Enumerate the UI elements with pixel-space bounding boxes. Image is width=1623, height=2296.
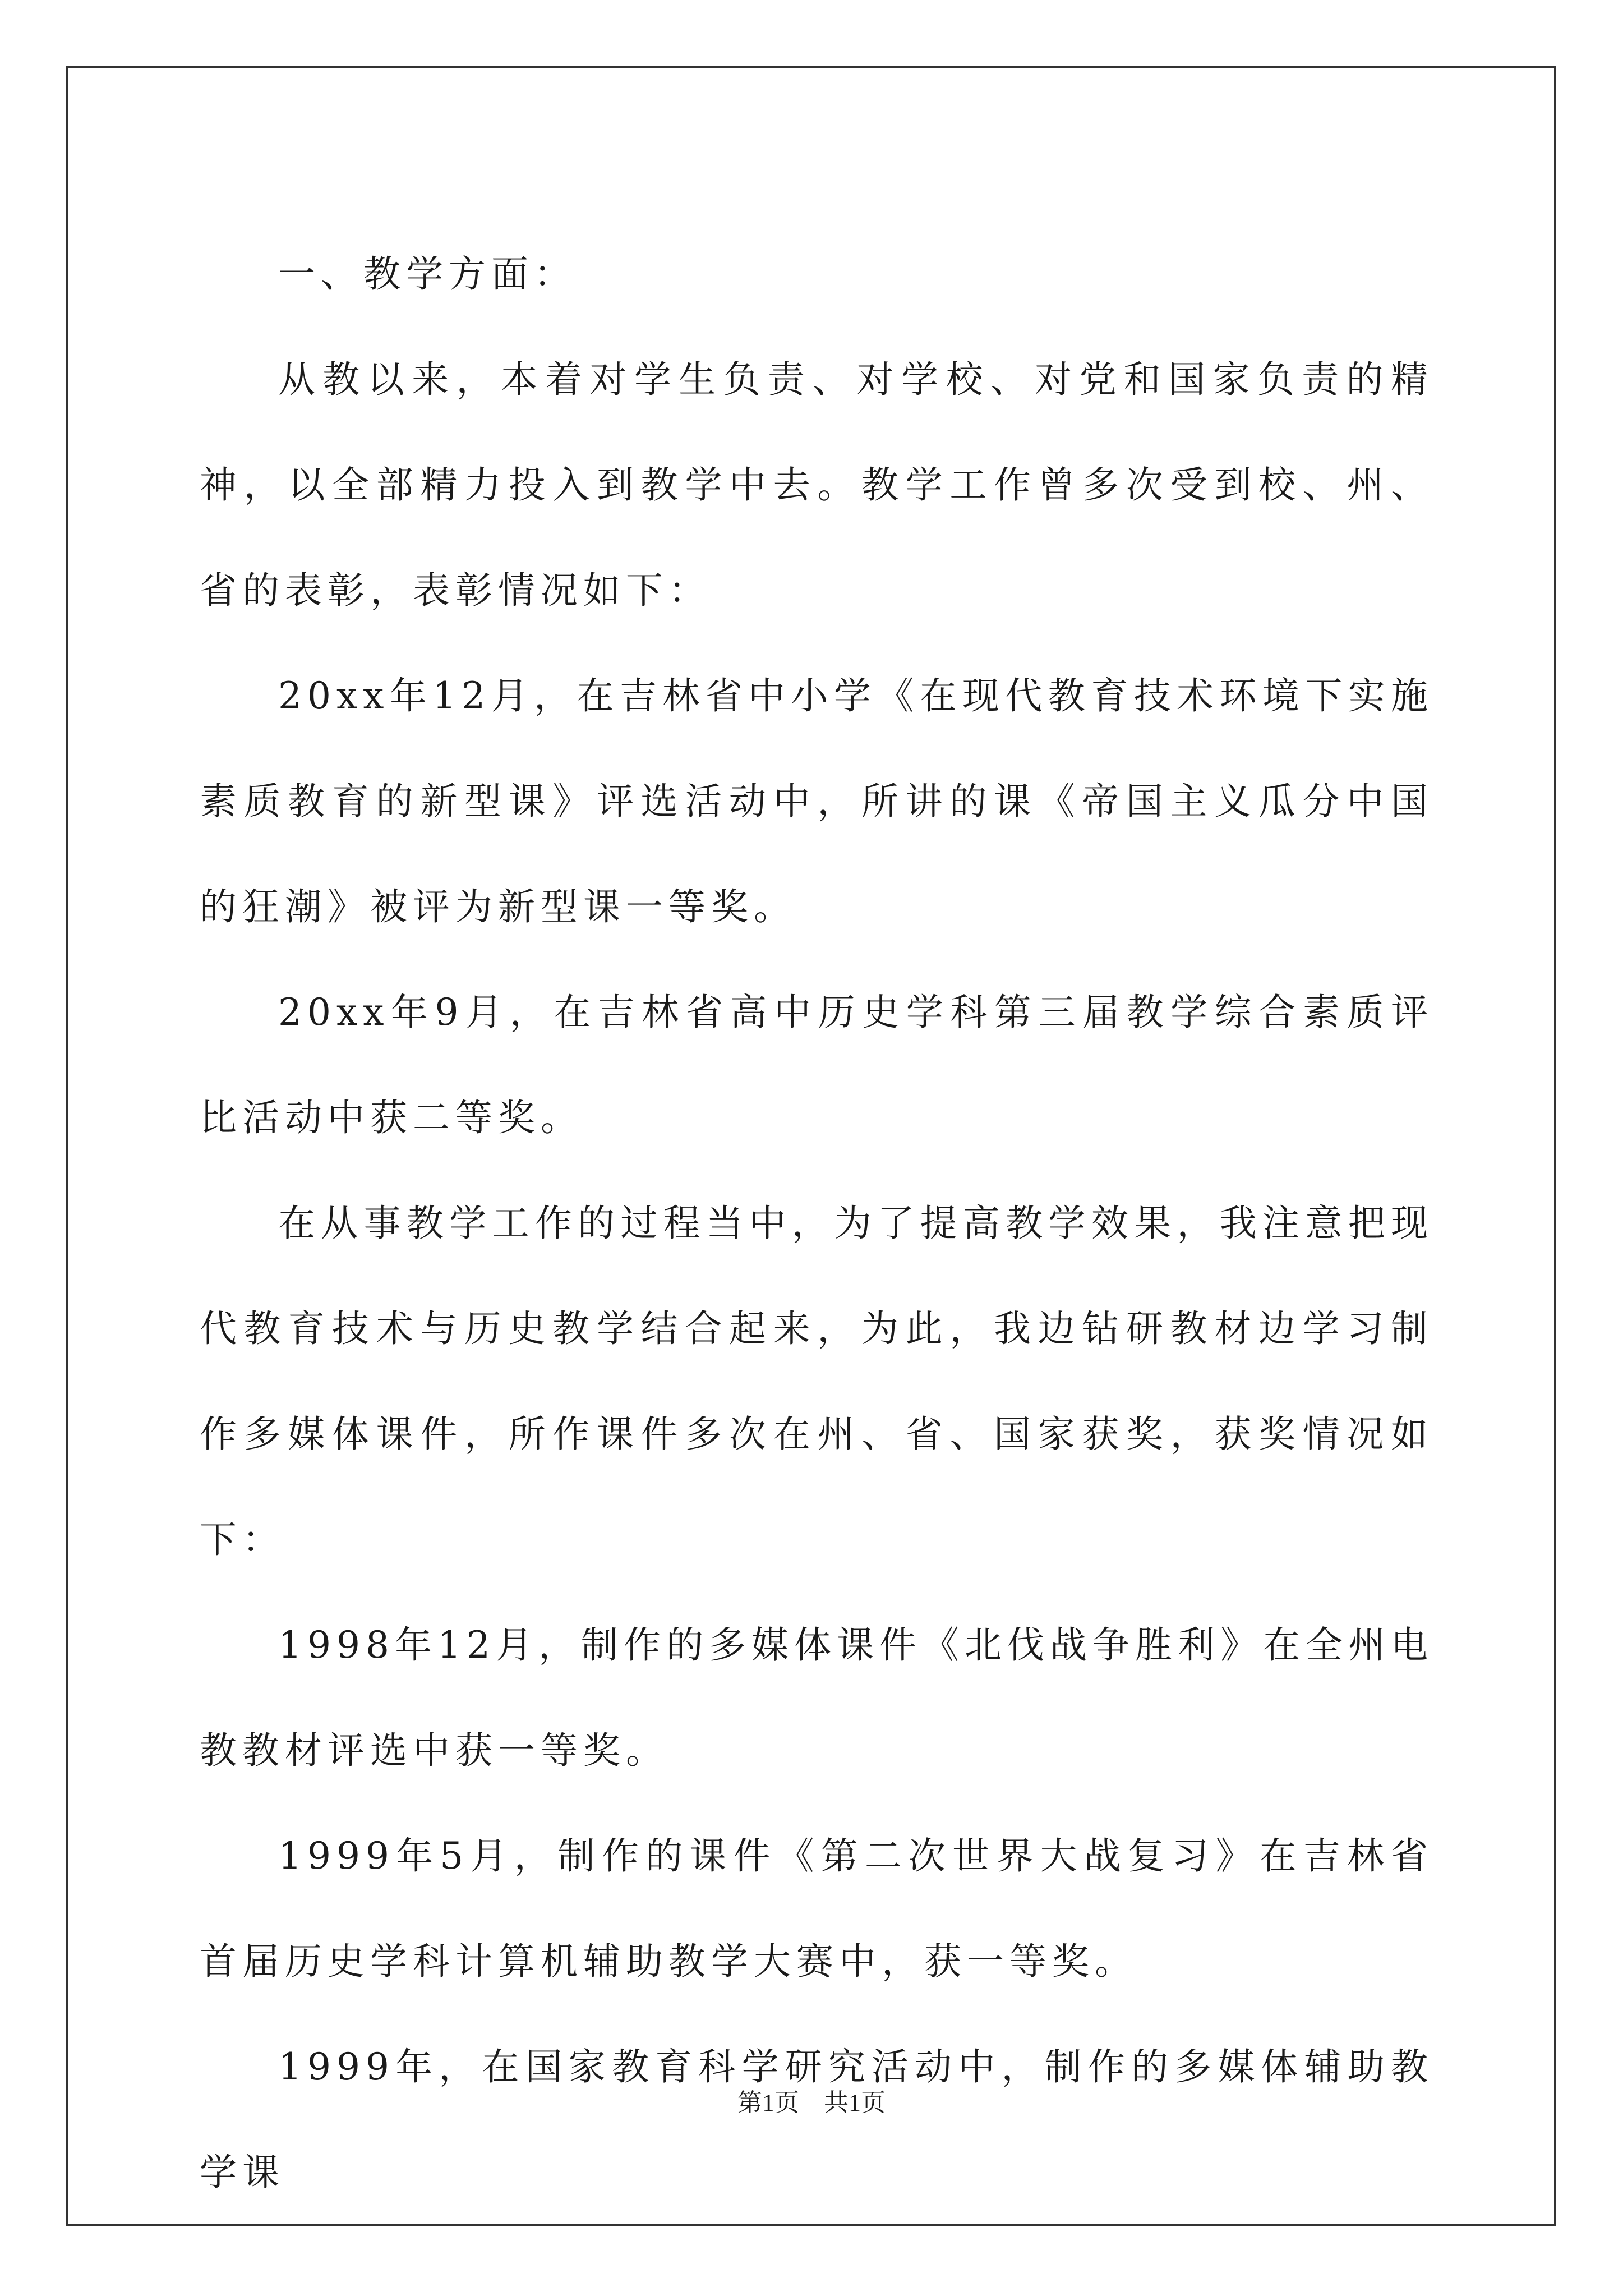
paragraph: 从教以来，本着对学生负责、对学校、对党和国家负责的精神，以全部精力投入到教学中去。教学工作曾多次受到校、州、省的表彰，表彰情况如下： xyxy=(200,358,1433,612)
paragraph: 在从事教学工作的过程当中，为了提高教学效果，我注意把现代教育技术与历史教学结合起来，为此，我边钻研教材边学习制作多媒体课件，所作课件多次在州、省、国家获奖，获奖情况如下： xyxy=(200,1202,1433,1561)
section-heading: 一、教学方面： xyxy=(278,252,577,296)
paragraph: 20xx年12月，在吉林省中小学《在现代教育技术环境下实施素质教育的新型课》评选活动中，所讲的课《帝国主义瓜分中国的狂潮》被评为新型课一等奖。 xyxy=(200,674,1433,928)
paragraph: 20xx年9月，在吉林省高中历史学科第三届教学综合素质评比活动中获二等奖。 xyxy=(200,991,1433,1139)
page-footer: 第1页 共1页 xyxy=(737,2089,886,2116)
paragraph: 1999年，在国家教育科学研究活动中，制作的多媒体辅助教学课 xyxy=(200,2045,1433,2194)
document-body xyxy=(200,222,1433,2225)
paragraph: 1998年12月，制作的多媒体课件《北伐战争胜利》在全州电教教材评选中获一等奖。 xyxy=(200,1623,1433,1772)
paragraph: 1999年5月，制作的课件《第二次世界大战复习》在吉林省首届历史学科计算机辅助教学大赛中，获一等奖。 xyxy=(200,1834,1433,1983)
